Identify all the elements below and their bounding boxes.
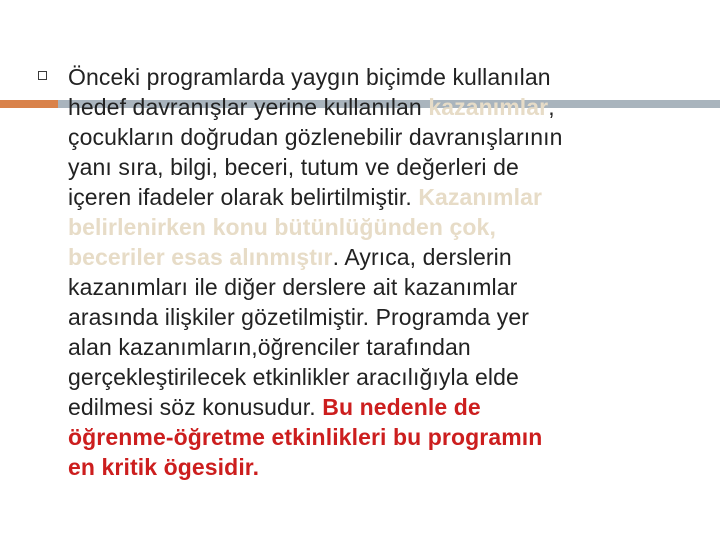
hollow-square-bullet-icon bbox=[38, 71, 47, 80]
text-run: edilmesi söz konusudur. bbox=[68, 394, 323, 420]
highlight-kazanimlar-sentence: beceriler esas alınmıştır bbox=[68, 244, 333, 270]
paragraph-line bbox=[68, 422, 698, 452]
paragraph-line bbox=[68, 152, 698, 182]
paragraph-line bbox=[68, 272, 698, 302]
highlight-conclusion: en kritik ögesidir. bbox=[68, 454, 260, 480]
highlight-kazanimlar-sentence: belirlenirken konu bütünlüğünden çok, bbox=[68, 214, 496, 240]
slide-paragraph bbox=[68, 62, 698, 482]
paragraph-line bbox=[68, 122, 698, 152]
highlight-kazanimlar: kazanımlar bbox=[428, 94, 549, 120]
text-run: , bbox=[548, 94, 555, 120]
text-run: hedef davranışlar yerine kullanılan bbox=[68, 94, 429, 120]
paragraph-line bbox=[68, 302, 698, 332]
highlight-conclusion: Bu nedenle de bbox=[322, 394, 481, 420]
text-run: alan kazanımların,öğrenciler tarafından bbox=[68, 334, 471, 360]
text-run: gerçekleştirilecek etkinlikler aracılığıyla elde bbox=[68, 364, 519, 390]
paragraph-line bbox=[68, 452, 698, 482]
highlight-kazanimlar-sentence: Kazanımlar bbox=[418, 184, 543, 210]
paragraph-line bbox=[68, 92, 698, 122]
text-run: yanı sıra, bilgi, beceri, tutum ve değerleri de bbox=[68, 154, 519, 180]
paragraph-line bbox=[68, 212, 698, 242]
text-run: arasında ilişkiler gözetilmiştir. Programda yer bbox=[68, 304, 530, 330]
text-run: kazanımları ile diğer derslere ait kazanımlar bbox=[68, 274, 518, 300]
paragraph-line bbox=[68, 242, 698, 272]
text-run: Önceki programlarda yaygın biçimde kullanılan bbox=[68, 64, 551, 90]
text-run: çocukların doğrudan gözlenebilir davranışlarının bbox=[68, 124, 563, 150]
text-run: içeren ifadeler olarak belirtilmiştir. bbox=[68, 184, 419, 210]
paragraph-line bbox=[68, 62, 698, 92]
highlight-conclusion: öğrenme-öğretme etkinlikleri bu programın bbox=[68, 424, 543, 450]
paragraph-line bbox=[68, 392, 698, 422]
paragraph-line bbox=[68, 332, 698, 362]
paragraph-line bbox=[68, 182, 698, 212]
accent-bar-orange bbox=[0, 100, 58, 108]
paragraph-line bbox=[68, 362, 698, 392]
text-run: . Ayrıca, derslerin bbox=[332, 244, 512, 270]
